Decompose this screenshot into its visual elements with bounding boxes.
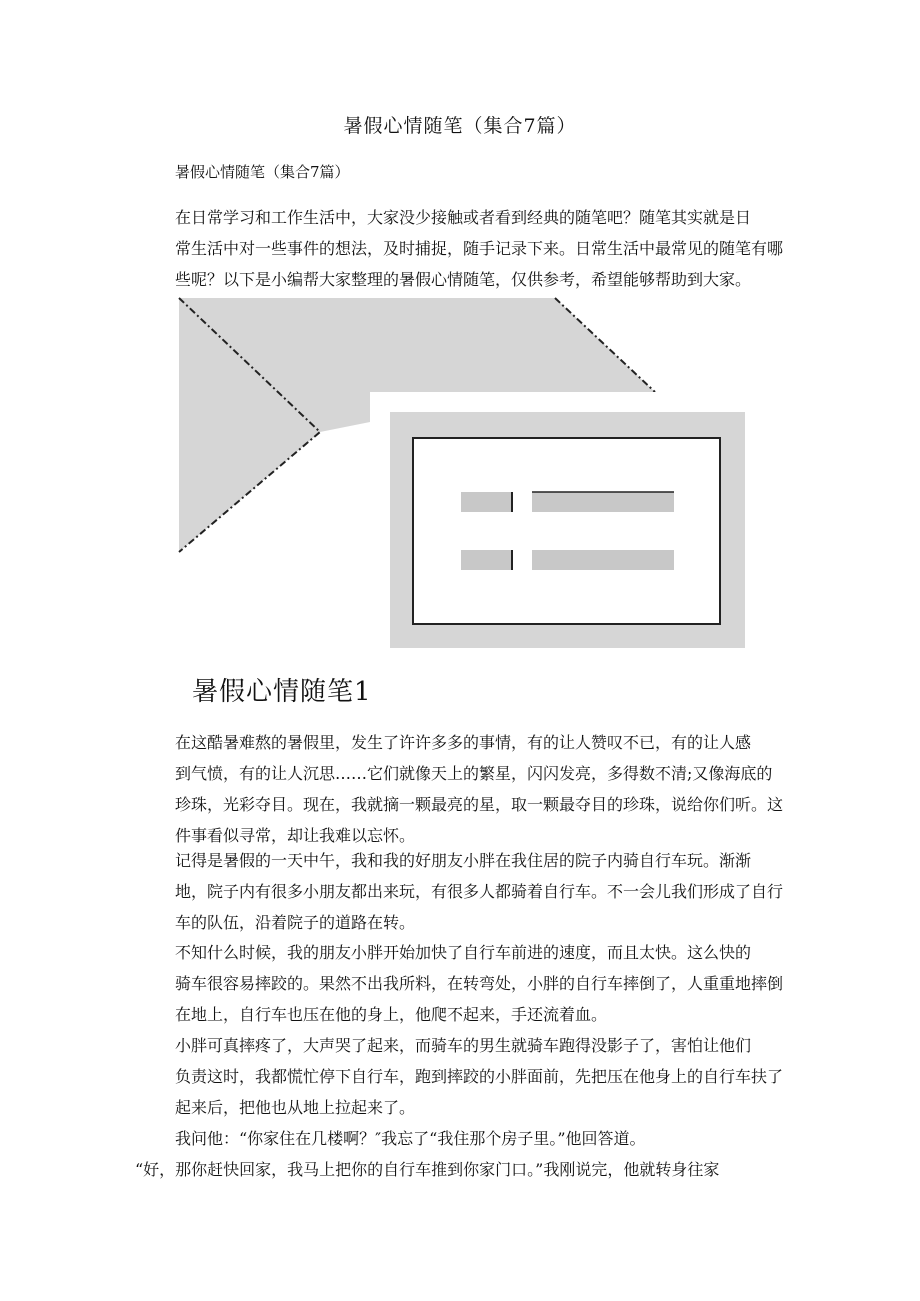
intro-paragraph	[175, 202, 795, 295]
section-heading: 暑假心情随笔1	[192, 677, 372, 707]
paragraph-line: 珍珠，光彩夺目。现在，我就摘一颗最亮的星，取一颗最夺目的珍珠，说给你们听。这	[175, 795, 784, 814]
document-subtitle: 暑假心情随笔（集合7篇）	[175, 163, 350, 181]
paragraph-line: 记得是暑假的一天中午，我和我的好朋友小胖在我住居的院子内骑自行车玩。渐渐	[175, 851, 752, 870]
paragraph-line: 到气愤，有的让人沉思……它们就像天上的繁星，闪闪发亮，多得数不清;又像海底的	[175, 764, 773, 783]
paragraph-line: 起来后，把他也从地上拉起来了。	[175, 1098, 416, 1117]
paragraph-line: 负责这时，我都慌忙停下自行车，跑到摔跤的小胖面前，先把压在他身上的自行车扶了	[175, 1067, 784, 1086]
intro-line: 常生活中对一些事件的想法，及时捕捉，随手记录下来。日常生活中最常见的随笔有哪	[175, 239, 784, 258]
paragraph-line: 件事看似寻常，却让我难以忘怀。	[175, 826, 416, 845]
body-paragraph	[175, 1030, 795, 1123]
body-paragraph	[175, 937, 795, 1030]
intro-line: 些呢？以下是小编帮大家整理的暑假心情随笔，仅供参考，希望能够帮助到大家。	[175, 270, 752, 289]
document-illustration	[175, 292, 747, 650]
paragraph-line: 不知什么时候，我的朋友小胖开始加快了自行车前进的速度，而且太快。这么快的	[175, 943, 752, 962]
intro-line: 在日常学习和工作生活中，大家没少接触或者看到经典的随笔吧？随笔其实就是日	[175, 208, 752, 227]
body-paragraph	[175, 727, 795, 851]
paragraph-line: “好，那你赶快回家，我马上把你的自行车推到你家门口。”我刚说完，他就转身往家	[135, 1160, 720, 1179]
paragraph-line: 车的队伍，沿着院子的道路在转。	[175, 913, 416, 932]
paragraph-line: 小胖可真摔疼了，大声哭了起来，而骑车的男生就骑车跑得没影子了，害怕让他们	[175, 1036, 752, 1055]
paragraph-line: 在地上，自行车也压在他的身上，他爬不起来，手还流着血。	[175, 1005, 608, 1024]
paragraph-line: 我问他：“你家住在几楼啊？″我忘了“我住那个房子里。”他回答道。	[175, 1129, 646, 1148]
document-title: 暑假心情随笔（集合7篇）	[343, 115, 577, 137]
paragraph-line: 在这酷暑难熬的暑假里，发生了许许多多的事情，有的让人赞叹不已，有的让人感	[175, 733, 752, 752]
paragraph-line: 骑车很容易摔跤的。果然不出我所料，在转弯处，小胖的自行车摔倒了，人重重地摔倒	[175, 974, 784, 993]
paragraph-line: 地，院子内有很多小朋友都出来玩，有很多人都骑着自行车。不一会儿我们形成了自行	[175, 882, 784, 901]
row-2-line	[532, 550, 674, 570]
body-paragraph	[175, 845, 795, 938]
row-1-bullet	[461, 492, 511, 512]
row-2-bullet	[461, 550, 511, 570]
body-paragraph	[135, 1123, 795, 1185]
row-1-line	[532, 492, 674, 512]
card-inner	[413, 438, 720, 624]
